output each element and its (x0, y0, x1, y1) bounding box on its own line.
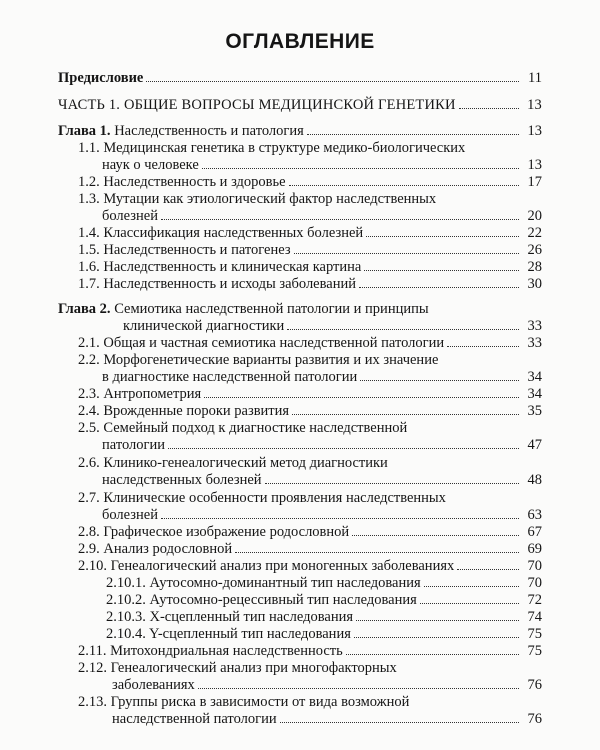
toc-entry-2-5-line1[interactable] (78, 420, 407, 437)
section-title: Y-сцепленный тип наследования (148, 626, 351, 642)
page-number: 34 (527, 386, 542, 402)
leader-dots (459, 108, 519, 109)
section-title: Графическое изображение родословной (103, 524, 350, 540)
page-number: 20 (527, 208, 542, 224)
section-title-cont: болезней (102, 507, 158, 523)
toc-entry-2-9[interactable] (78, 541, 542, 558)
section-number: 2.5. (78, 420, 100, 436)
section-title: Анализ родословной (103, 541, 233, 557)
page-number: 70 (527, 558, 542, 574)
page-number: 17 (527, 174, 542, 190)
section-number: 2.7. (78, 490, 100, 506)
leader-dots (292, 414, 519, 415)
leader-dots (356, 620, 519, 621)
section-title: Митохондриальная наследственность (110, 643, 343, 659)
leader-dots (457, 569, 519, 570)
section-title: Клинико-генеалогический метод диагностики (103, 455, 388, 471)
leader-dots (346, 654, 519, 655)
toc-entry-1-3-line1[interactable] (78, 191, 436, 208)
section-title: Генеалогический анализ при многофакторных (110, 660, 397, 676)
page-number: 48 (527, 472, 542, 488)
page-number: 13 (527, 123, 542, 139)
page-number: 30 (527, 276, 542, 292)
leader-dots (198, 688, 519, 689)
leader-dots (168, 448, 519, 449)
toc-entry-2-13-line1[interactable] (78, 694, 409, 711)
section-title: Медицинская генетика в структуре медико-биологических (103, 140, 466, 156)
section-title: Х-сцепленный тип наследования (149, 609, 354, 625)
leader-dots (294, 253, 519, 254)
toc-entry-2-11[interactable] (78, 643, 542, 660)
toc-entry-2-7[interactable] (102, 507, 542, 524)
page-number: 26 (527, 242, 542, 258)
chapter-title: Семиотика наследственной патологии и принципы (114, 301, 429, 317)
toc-entry-2-10-1[interactable] (106, 575, 542, 592)
toc-entry-2-12[interactable] (112, 677, 542, 694)
toc-entry-1-4[interactable] (78, 225, 542, 242)
section-title: Общая и частная семиотика наследственной патологии (103, 335, 445, 351)
toc-entry-2-4[interactable] (78, 403, 542, 420)
toc-entry-1-2[interactable] (78, 174, 542, 191)
toc-entry-2-6-line1[interactable] (78, 455, 388, 472)
page-number: 75 (527, 643, 542, 659)
toc-entry-preface[interactable] (58, 70, 542, 87)
chapter-title: Наследственность и патология (114, 123, 304, 139)
section-title: Наследственность и клиническая картина (103, 259, 362, 275)
entry-label: Предисловие (58, 70, 144, 86)
page-number: 69 (527, 541, 542, 557)
section-number: 1.4. (78, 225, 100, 241)
section-title: Клинические особенности проявления наследственных (103, 490, 446, 506)
leader-dots (447, 346, 519, 347)
section-number: 2.10.3. (106, 609, 146, 625)
toc-entry-1-5[interactable] (78, 242, 542, 259)
page-number: 33 (527, 318, 542, 334)
page-number: 72 (527, 592, 542, 608)
section-number: 2.4. (78, 403, 100, 419)
leader-dots (424, 586, 519, 587)
section-title: Мутации как этиологический фактор наследственных (103, 191, 437, 207)
section-title: Морфогенетические варианты развития и их значение (103, 352, 439, 368)
section-number: 1.1. (78, 140, 100, 156)
section-number: 2.12. (78, 660, 107, 676)
section-number: 1.6. (78, 259, 100, 275)
section-title: Антропометрия (103, 386, 202, 402)
page-number: 75 (527, 626, 542, 642)
section-number: 1.3. (78, 191, 100, 207)
page-number: 76 (527, 677, 542, 693)
leader-dots (146, 81, 519, 82)
chapter-title-cont: клинической диагностики (123, 318, 285, 334)
toc-entry-2-12-line1[interactable] (78, 660, 397, 677)
leader-dots (235, 552, 519, 553)
toc-entry-chapter-1[interactable] (58, 123, 542, 140)
leader-dots (204, 397, 519, 398)
page-number: 13 (527, 97, 542, 113)
section-number: 2.10.2. (106, 592, 146, 608)
leader-dots (354, 637, 519, 638)
chapter-number: Глава 2. (58, 301, 111, 317)
entry-label: ЧАСТЬ 1. ОБЩИЕ ВОПРОСЫ МЕДИЦИНСКОЙ ГЕНЕТИКИ (58, 97, 456, 113)
chapter-number: Глава 1. (58, 123, 111, 139)
toc-entry-2-5[interactable] (102, 437, 542, 454)
section-number: 2.10.4. (106, 626, 146, 642)
leader-dots (364, 270, 519, 271)
page-number: 22 (527, 225, 542, 241)
page-number: 34 (527, 369, 542, 385)
toc-entry-1-1[interactable] (102, 157, 542, 174)
page-number: 74 (527, 609, 542, 625)
toc-entry-2-1[interactable] (78, 335, 542, 352)
toc-entry-2-10-2[interactable] (106, 592, 542, 609)
toc-entry-2-2-line1[interactable] (78, 352, 438, 369)
page-number: 47 (527, 437, 542, 453)
page-number: 76 (527, 711, 542, 727)
section-title-cont: патологии (102, 437, 165, 453)
leader-dots (280, 722, 519, 723)
page-number: 13 (527, 157, 542, 173)
section-title-cont: наук о человеке (102, 157, 199, 173)
toc-entry-part1[interactable] (58, 97, 542, 114)
toc-entry-2-7-line1[interactable] (78, 490, 446, 507)
section-title: Аутосомно-доминантный тип наследования (149, 575, 421, 591)
leader-dots (161, 219, 519, 220)
section-number: 2.8. (78, 524, 100, 540)
section-number: 2.11. (78, 643, 107, 659)
toc-entry-chapter-2[interactable] (123, 318, 542, 335)
section-number: 2.10. (78, 558, 107, 574)
section-title: Наследственность и исходы заболеваний (103, 276, 356, 292)
section-title-cont: наследственной патологии (112, 711, 277, 727)
leader-dots (287, 329, 519, 330)
toc-entry-1-1-line1[interactable] (78, 140, 465, 157)
section-title: Группы риска в зависимости от вида возможной (110, 694, 410, 710)
leader-dots (420, 603, 519, 604)
section-title: Аутосомно-рецессивный тип наследования (149, 592, 417, 608)
toc-entry-2-10-4[interactable] (106, 626, 542, 643)
section-title: Генеалогический анализ при моногенных заболеваниях (110, 558, 455, 574)
leader-dots (360, 380, 519, 381)
toc-entry-2-3[interactable] (78, 386, 542, 403)
section-title: Наследственность и здоровье (103, 174, 286, 190)
page-number: 63 (527, 507, 542, 523)
toc-entry-1-6[interactable] (78, 259, 542, 276)
section-number: 2.3. (78, 386, 100, 402)
leader-dots (359, 287, 519, 288)
leader-dots (307, 134, 519, 135)
section-number: 1.5. (78, 242, 100, 258)
section-title: Классификация наследственных болезней (103, 225, 364, 241)
section-title: Наследственность и патогенез (103, 242, 291, 258)
section-number: 2.9. (78, 541, 100, 557)
section-number: 2.13. (78, 694, 107, 710)
leader-dots (265, 483, 519, 484)
leader-dots (161, 518, 519, 519)
section-title-cont: болезней (102, 208, 158, 224)
toc-entry-2-2[interactable] (102, 369, 542, 386)
section-title-cont: в диагностике наследственной патологии (102, 369, 358, 385)
leader-dots (366, 236, 519, 237)
section-number: 2.2. (78, 352, 100, 368)
toc-entry-2-8[interactable] (78, 524, 542, 541)
leader-dots (289, 185, 519, 186)
section-number: 1.2. (78, 174, 100, 190)
leader-dots (352, 535, 519, 536)
toc-entry-2-6[interactable] (102, 472, 542, 489)
leader-dots (202, 168, 519, 169)
section-title: Врожденные пороки развития (103, 403, 290, 419)
section-title-cont: заболеваниях (112, 677, 195, 693)
section-number: 2.10.1. (106, 575, 146, 591)
toc-entry-chapter-2-line1[interactable] (58, 301, 429, 318)
page-number: 70 (527, 575, 542, 591)
section-number: 2.6. (78, 455, 100, 471)
section-title: Семейный подход к диагностике наследственной (103, 420, 408, 436)
page-number: 35 (527, 403, 542, 419)
toc-entry-1-3[interactable] (102, 208, 542, 225)
toc-entry-2-13[interactable] (112, 711, 542, 728)
section-title-cont: наследственных болезней (102, 472, 262, 488)
toc-entry-2-10[interactable] (78, 558, 542, 575)
section-number: 2.1. (78, 335, 100, 351)
toc-entry-2-10-3[interactable] (106, 609, 542, 626)
toc-entry-1-7[interactable] (78, 276, 542, 293)
page-number: 11 (528, 70, 542, 86)
page-number: 28 (527, 259, 542, 275)
page-number: 67 (527, 524, 542, 540)
page-title: ОГЛАВЛЕНИЕ (225, 30, 375, 53)
page-number: 33 (527, 335, 542, 351)
section-number: 1.7. (78, 276, 100, 292)
